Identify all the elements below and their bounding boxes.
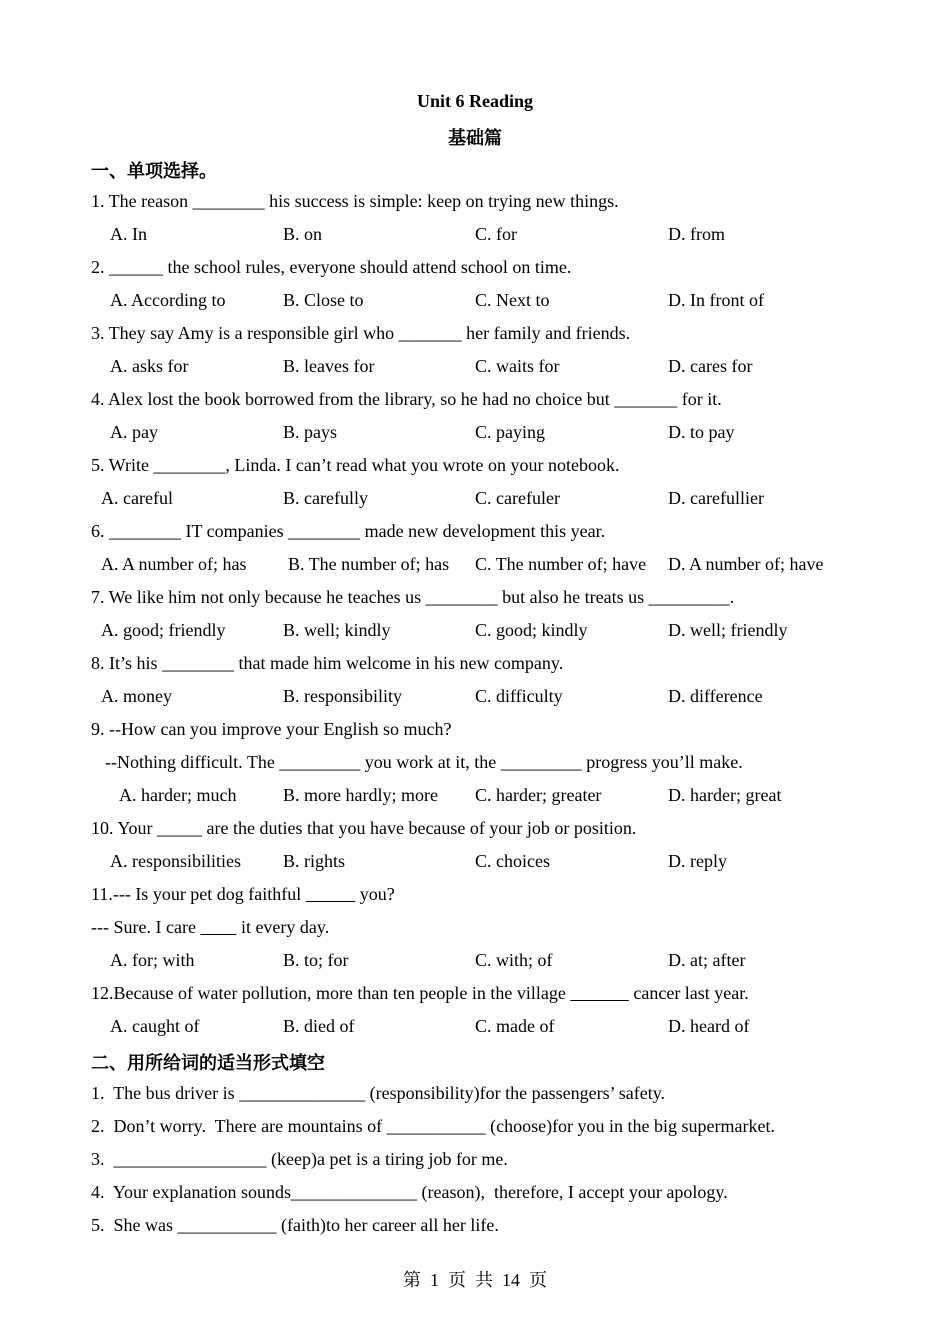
option-a: A. asks for xyxy=(110,356,189,376)
option-d: D. In front of xyxy=(668,290,764,310)
question-11-stem xyxy=(91,883,395,905)
option-d: D. well; friendly xyxy=(668,620,788,640)
question-5-options xyxy=(0,487,950,509)
option-b: B. carefully xyxy=(283,488,368,508)
answer-blank xyxy=(200,917,236,937)
option-b: B. on xyxy=(283,224,323,244)
option-d: D. carefullier xyxy=(668,488,764,508)
question-6-options xyxy=(0,553,950,575)
question-2-stem: 2. ______ the school rules, everyone should attend school on time. xyxy=(91,257,572,277)
question-7-options xyxy=(0,619,950,641)
question-4-stem: 4. Alex lost the book borrowed from the library, so he had no choice but _______ for it. xyxy=(91,389,722,409)
option-b: B. more hardly; more xyxy=(283,785,438,805)
option-a: A. According to xyxy=(110,290,226,310)
option-d: D. harder; great xyxy=(668,785,782,805)
option-b: B. The number of; has xyxy=(288,554,450,574)
option-c: C. made of xyxy=(475,1016,555,1036)
option-d: D. difference xyxy=(668,686,763,706)
answer-blank xyxy=(306,884,356,904)
question-9-stem-reply: --Nothing difficult. The _________ you work at it, the _________ progress you’ll make. xyxy=(105,752,743,772)
stem-text: it every day. xyxy=(236,917,330,937)
stem-text: you? xyxy=(355,884,395,904)
question-7-stem: 7. We like him not only because he teaches us ________ but also he treats us _________. xyxy=(91,587,735,607)
option-a: A. In xyxy=(110,224,147,244)
stem-text: 12.Because of water pollution, more than ten people in the village xyxy=(91,983,571,1003)
option-b: B. rights xyxy=(283,851,346,871)
option-b: B. well; kindly xyxy=(283,620,391,640)
option-c: C. paying xyxy=(475,422,545,442)
question-12-stem xyxy=(91,982,749,1004)
option-a: A. good; friendly xyxy=(101,620,226,640)
option-a: A. harder; much xyxy=(119,785,237,805)
question-9-options xyxy=(0,784,950,806)
option-b: B. Close to xyxy=(283,290,364,310)
option-b: B. died of xyxy=(283,1016,355,1036)
option-c: C. carefuler xyxy=(475,488,560,508)
option-b: B. pays xyxy=(283,422,337,442)
question-10-options xyxy=(0,850,950,872)
fill-item-4: 4. Your explanation sounds______________ (reason), therefore, I accept your apology. xyxy=(91,1182,728,1202)
question-9-stem: 9. --How can you improve your English so much? xyxy=(91,719,452,739)
stem-text: 11.--- Is your pet dog faithful xyxy=(91,884,306,904)
question-12-options xyxy=(0,1015,950,1037)
question-8-stem: 8. It’s his ________ that made him welcome in his new company. xyxy=(91,653,564,673)
option-a: A. A number of; has xyxy=(101,554,247,574)
stem-text: cancer last year. xyxy=(628,983,749,1003)
answer-blank xyxy=(570,983,629,1003)
option-c: C. good; kindly xyxy=(475,620,588,640)
question-1-options xyxy=(0,223,950,245)
option-c: C. with; of xyxy=(475,950,553,970)
option-c: C. The number of; have xyxy=(475,554,647,574)
option-c: C. Next to xyxy=(475,290,550,310)
option-d: D. reply xyxy=(668,851,727,871)
option-d: D. from xyxy=(668,224,725,244)
option-b: B. leaves for xyxy=(283,356,375,376)
fill-item-5: 5. She was ___________ (faith)to her career all her life. xyxy=(91,1215,499,1235)
option-d: D. at; after xyxy=(668,950,746,970)
option-a: A. responsibilities xyxy=(110,851,241,871)
question-10-stem: 10. Your _____ are the duties that you have because of your job or position. xyxy=(91,818,637,838)
question-6-stem: 6. ________ IT companies ________ made new development this year. xyxy=(91,521,606,541)
option-a: A. for; with xyxy=(110,950,195,970)
option-d: D. cares for xyxy=(668,356,753,376)
question-8-options xyxy=(0,685,950,707)
option-a: A. money xyxy=(101,686,172,706)
page-footer: 第 1 页 共 14 页 xyxy=(403,1270,547,1290)
option-c: C. waits for xyxy=(475,356,560,376)
option-d: D. heard of xyxy=(668,1016,750,1036)
question-4-options xyxy=(0,421,950,443)
option-a: A. caught of xyxy=(110,1016,200,1036)
section2-heading: 二、用所给词的适当形式填空 xyxy=(91,1053,325,1074)
document-subtitle: 基础篇 xyxy=(448,128,502,149)
document-title: Unit 6 Reading xyxy=(416,91,533,111)
fill-item-2: 2. Don’t worry. There are mountains of ___________ (choose)for you in the big supermarket. xyxy=(91,1116,776,1136)
option-c: C. harder; greater xyxy=(475,785,602,805)
option-c: C. choices xyxy=(475,851,550,871)
option-b: B. to; for xyxy=(283,950,349,970)
stem-text: --- Sure. I care xyxy=(91,917,201,937)
question-5-stem: 5. Write ________, Linda. I can’t read what you wrote on your notebook. xyxy=(91,455,620,475)
section1-heading: 一、单项选择。 xyxy=(91,161,217,182)
question-3-stem: 3. They say Amy is a responsible girl who _______ her family and friends. xyxy=(91,323,631,343)
question-3-options xyxy=(0,355,950,377)
option-c: C. difficulty xyxy=(475,686,563,706)
question-11-options xyxy=(0,949,950,971)
question-1-stem: 1. The reason ________ his success is simple: keep on trying new things. xyxy=(91,191,619,211)
option-d: D. to pay xyxy=(668,422,735,442)
fill-item-3: 3. _________________ (keep)a pet is a tiring job for me. xyxy=(91,1149,508,1169)
option-b: B. responsibility xyxy=(283,686,403,706)
question-2-options xyxy=(0,289,950,311)
fill-item-1: 1. The bus driver is ______________ (responsibility)for the passengers’ safety. xyxy=(91,1083,666,1103)
option-a: A. careful xyxy=(101,488,173,508)
question-11-stem-reply xyxy=(91,916,329,938)
option-a: A. pay xyxy=(110,422,158,442)
option-c: C. for xyxy=(475,224,517,244)
option-d: D. A number of; have xyxy=(668,554,824,574)
